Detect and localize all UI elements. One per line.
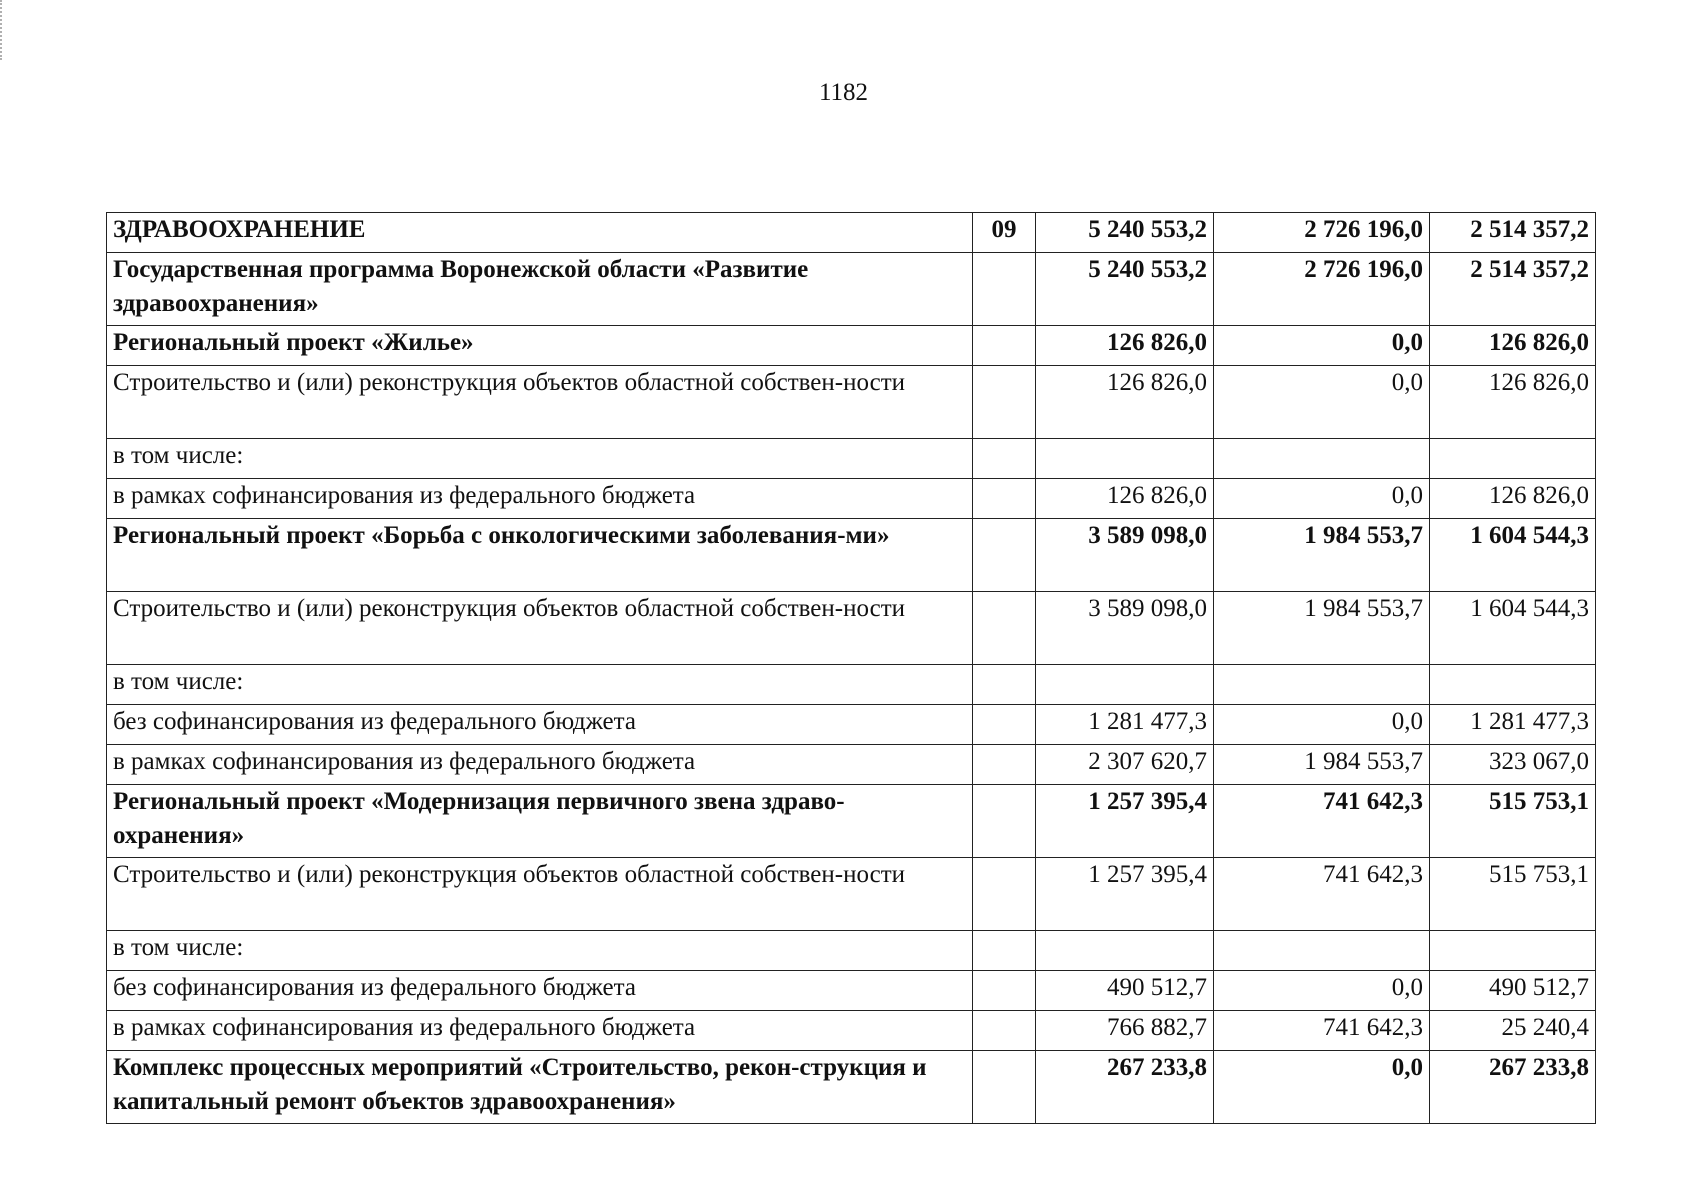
- row-value-total: 126 826,0: [1036, 326, 1214, 366]
- row-value-3: 126 826,0: [1430, 366, 1596, 439]
- row-code: [973, 1051, 1036, 1124]
- row-value-total: [1036, 439, 1214, 479]
- row-value-total: 5 240 553,2: [1036, 253, 1214, 326]
- row-value-3: [1430, 439, 1596, 479]
- row-name: ЗДРАВООХРАНЕНИЕ: [107, 213, 973, 253]
- budget-table: [106, 212, 1596, 1124]
- row-value-2: 741 642,3: [1214, 785, 1430, 858]
- table-row: [107, 971, 1596, 1011]
- row-code: [973, 785, 1036, 858]
- row-name: Строительство и (или) реконструкция объектов областной собствен-ности: [107, 592, 973, 665]
- row-value-total: 1 257 395,4: [1036, 785, 1214, 858]
- row-value-2: 0,0: [1214, 705, 1430, 745]
- row-name: без софинансирования из федерального бюджета: [107, 705, 973, 745]
- row-value-2: 0,0: [1214, 1051, 1430, 1124]
- row-value-2: 741 642,3: [1214, 1011, 1430, 1051]
- row-code: [973, 858, 1036, 931]
- page-number: 1182: [818, 79, 869, 106]
- row-value-3: 515 753,1: [1430, 858, 1596, 931]
- row-name: в том числе:: [107, 931, 973, 971]
- table-row: [107, 1011, 1596, 1051]
- table-row: [107, 705, 1596, 745]
- row-code: [973, 592, 1036, 665]
- row-code: [973, 366, 1036, 439]
- table-row: [107, 479, 1596, 519]
- row-code: [973, 253, 1036, 326]
- row-name: в том числе:: [107, 665, 973, 705]
- table-row: [107, 439, 1596, 479]
- row-value-3: 267 233,8: [1430, 1051, 1596, 1124]
- row-name: Строительство и (или) реконструкция объектов областной собствен-ности: [107, 366, 973, 439]
- row-name: Региональный проект «Борьба с онкологическими заболевания-ми»: [107, 519, 973, 592]
- row-value-2: 1 984 553,7: [1214, 519, 1430, 592]
- row-value-3: [1430, 931, 1596, 971]
- row-value-3: 1 281 477,3: [1430, 705, 1596, 745]
- row-code: 09: [973, 213, 1036, 253]
- row-value-3: 323 067,0: [1430, 745, 1596, 785]
- row-value-2: 0,0: [1214, 971, 1430, 1011]
- row-value-total: 5 240 553,2: [1036, 213, 1214, 253]
- row-name: в рамках софинансирования из федерального бюджета: [107, 745, 973, 785]
- row-code: [973, 439, 1036, 479]
- row-value-total: 126 826,0: [1036, 479, 1214, 519]
- row-value-2: 0,0: [1214, 326, 1430, 366]
- row-code: [973, 519, 1036, 592]
- row-name: Государственная программа Воронежской области «Развитие здравоохранения»: [107, 253, 973, 326]
- row-value-total: 1 281 477,3: [1036, 705, 1214, 745]
- row-value-3: 2 514 357,2: [1430, 253, 1596, 326]
- row-value-3: 1 604 544,3: [1430, 519, 1596, 592]
- row-code: [973, 326, 1036, 366]
- row-name: Строительство и (или) реконструкция объектов областной собствен-ности: [107, 858, 973, 931]
- row-value-2: [1214, 665, 1430, 705]
- table-row: [107, 665, 1596, 705]
- row-value-3: 126 826,0: [1430, 479, 1596, 519]
- row-value-total: 490 512,7: [1036, 971, 1214, 1011]
- row-value-3: 25 240,4: [1430, 1011, 1596, 1051]
- row-value-2: 0,0: [1214, 366, 1430, 439]
- row-name: в рамках софинансирования из федерального бюджета: [107, 479, 973, 519]
- row-value-2: 741 642,3: [1214, 858, 1430, 931]
- row-value-2: 0,0: [1214, 479, 1430, 519]
- row-code: [973, 1011, 1036, 1051]
- table-row: [107, 326, 1596, 366]
- table-row: [107, 366, 1596, 439]
- row-value-2: [1214, 931, 1430, 971]
- row-value-3: 126 826,0: [1430, 326, 1596, 366]
- row-value-3: 1 604 544,3: [1430, 592, 1596, 665]
- row-code: [973, 971, 1036, 1011]
- row-code: [973, 931, 1036, 971]
- table-row: [107, 213, 1596, 253]
- table-row: [107, 745, 1596, 785]
- table-row: [107, 253, 1596, 326]
- row-name: в том числе:: [107, 439, 973, 479]
- row-name: без софинансирования из федерального бюджета: [107, 971, 973, 1011]
- row-code: [973, 665, 1036, 705]
- row-value-total: 3 589 098,0: [1036, 592, 1214, 665]
- row-value-2: 2 726 196,0: [1214, 253, 1430, 326]
- table-row: [107, 931, 1596, 971]
- row-value-2: [1214, 439, 1430, 479]
- row-value-3: 490 512,7: [1430, 971, 1596, 1011]
- row-value-total: 1 257 395,4: [1036, 858, 1214, 931]
- table-row: [107, 519, 1596, 592]
- row-value-2: 1 984 553,7: [1214, 745, 1430, 785]
- row-code: [973, 745, 1036, 785]
- row-value-total: 126 826,0: [1036, 366, 1214, 439]
- row-value-total: 267 233,8: [1036, 1051, 1214, 1124]
- row-name: Комплекс процессных мероприятий «Строительство, рекон-струкция и капитальный ремонт объектов здравоохранения»: [107, 1051, 973, 1124]
- row-value-2: 2 726 196,0: [1214, 213, 1430, 253]
- table-row: [107, 858, 1596, 931]
- row-code: [973, 705, 1036, 745]
- row-value-total: 2 307 620,7: [1036, 745, 1214, 785]
- table-row: [107, 1051, 1596, 1124]
- table-row: [107, 592, 1596, 665]
- row-name: в рамках софинансирования из федерального бюджета: [107, 1011, 973, 1051]
- scan-edge-mark: [0, 0, 4, 60]
- row-value-total: 766 882,7: [1036, 1011, 1214, 1051]
- row-value-total: [1036, 665, 1214, 705]
- table-row: [107, 785, 1596, 858]
- row-code: [973, 479, 1036, 519]
- row-value-3: 2 514 357,2: [1430, 213, 1596, 253]
- row-name: Региональный проект «Модернизация первичного звена здраво-охранения»: [107, 785, 973, 858]
- row-value-3: 515 753,1: [1430, 785, 1596, 858]
- row-value-total: [1036, 931, 1214, 971]
- row-value-total: 3 589 098,0: [1036, 519, 1214, 592]
- row-value-2: 1 984 553,7: [1214, 592, 1430, 665]
- row-value-3: [1430, 665, 1596, 705]
- row-name: Региональный проект «Жилье»: [107, 326, 973, 366]
